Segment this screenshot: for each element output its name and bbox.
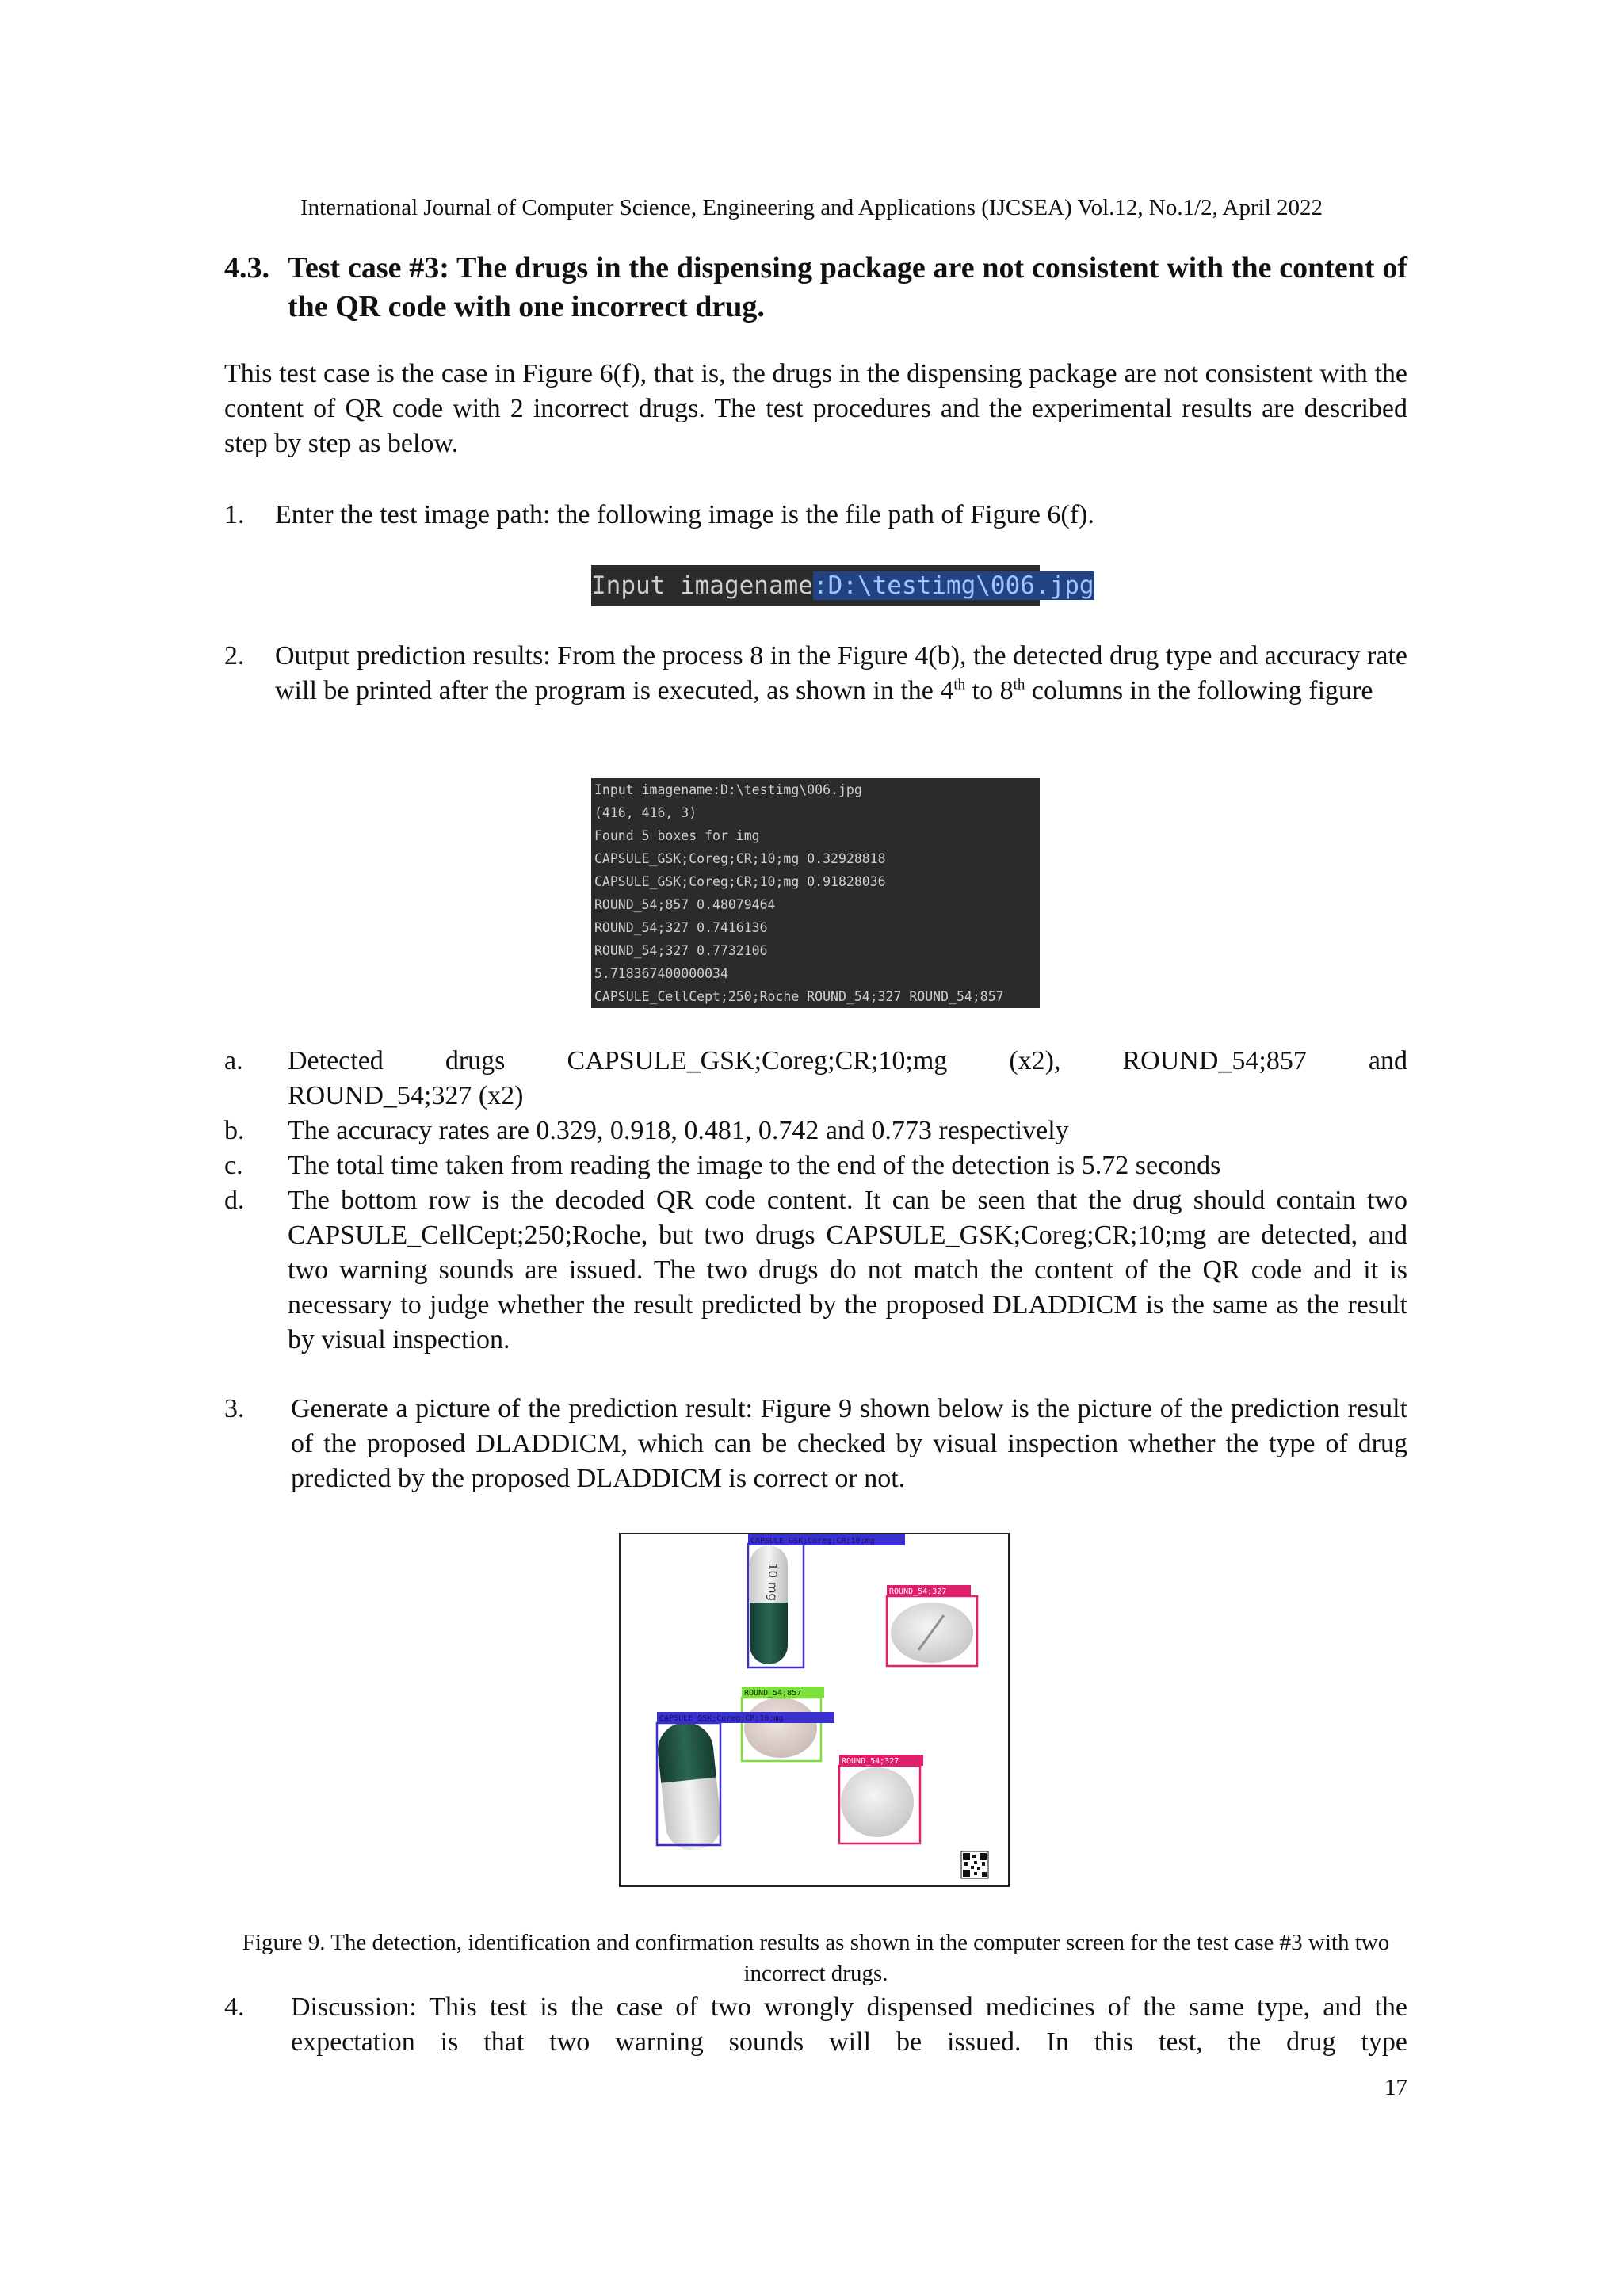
step-3 [224, 1392, 1407, 1496]
list-item-a-line2: ROUND_54;327 (x2) [288, 1081, 524, 1110]
step-4 [224, 1990, 1407, 2060]
list-item-c [224, 1148, 1407, 1183]
step-1-text: Enter the test image path: the following image is the file path of Figure 6(f). [275, 500, 1094, 529]
list-text: The total time taken from reading the image to the end of the detection is 5.72 seconds [288, 1151, 1221, 1180]
terminal-output-screenshot [591, 778, 1040, 1008]
terminal-line: CAPSULE_CellCept;250;Roche ROUND_54;327 ROUND_54;857 [594, 989, 1004, 1004]
tablet-white-bottom [841, 1767, 914, 1837]
capsule-left-cap [655, 1720, 716, 1783]
terminal-line: ROUND_54;327 0.7416136 [594, 920, 768, 935]
terminal-input-prefix: Input imagename [591, 571, 813, 600]
round-327-top-label: ROUND_54;327 [889, 1587, 947, 1596]
step-2-number: 2. [224, 641, 245, 670]
qr-code [961, 1851, 988, 1878]
capsule-top [748, 1534, 905, 1668]
list-item-a [224, 1044, 1407, 1114]
list-label: d. [224, 1186, 245, 1215]
step-1 [224, 498, 1407, 533]
running-header: International Journal of Computer Science, Engineering and Applications (IJCSEA) Vol.12, No.1/2, April 2022 [300, 195, 1323, 220]
figure-9-detection-image [619, 1533, 1010, 1887]
round-327-bottom-label: ROUND_54;327 [842, 1757, 899, 1766]
step-1-number: 1. [224, 500, 245, 529]
list-label: b. [224, 1116, 245, 1145]
list-text: The bottom row is the decoded QR code content. It can be seen that the drug should contain two CAPSULE_CellCept;250;Roche, but two drugs CAPSULE_GSK;Coreg;CR;10;mg are detected, and two warning sounds are issued. The two drugs do not match the content of the QR code and it is necessary to judge whether the result predicted by the proposed DLADDICM is the same as the result by visual inspection. [288, 1186, 1407, 1354]
round-857-label: ROUND_54;857 [744, 1689, 802, 1698]
list-item-b [224, 1114, 1407, 1148]
section-number: 4.3. [224, 251, 269, 285]
step-2-text: Output prediction results: From the process 8 in the Figure 4(b), the detected drug type and accuracy rate will be printed after the program is executed, as shown in the 4th to 8th columns in the following figure [275, 641, 1407, 705]
terminal-line: (416, 416, 3) [594, 805, 697, 820]
list-label: a. [224, 1046, 243, 1075]
round-857 [742, 1687, 824, 1761]
step-3-text: Generate a picture of the prediction result: Figure 9 shown below is the picture of the prediction result of the proposed DLADDICM, which can be checked by visual inspection whether the type of drug predicted by the proposed DLADDICM is correct or not. [291, 1394, 1407, 1493]
capsule-top-cap [750, 1603, 788, 1664]
step-3-number: 3. [224, 1394, 245, 1423]
tablet-pink [744, 1698, 817, 1758]
terminal-line: CAPSULE_GSK;Coreg;CR;10;mg 0.32928818 [594, 851, 886, 866]
figure-9-caption: Figure 9. The detection, identification and confirmation results as shown in the computer screen for the test case #3 with two incorrect drugs. [242, 1930, 1390, 1986]
round-327-top [887, 1585, 977, 1666]
intro-paragraph: This test case is the case in Figure 6(f), that is, the drugs in the dispensing package are not consistent with the content of QR code with 2 incorrect drugs. The test procedures and the experimental results are described step by step as below. [224, 359, 1407, 458]
step-4-number: 4. [224, 1992, 245, 2022]
terminal-line: ROUND_54;327 0.7732106 [594, 943, 768, 958]
pill-imprint: 10 mg [766, 1563, 780, 1601]
round-327-bottom [839, 1755, 923, 1843]
capsule-left-label: CAPSULE_GSK;Coreg;CR;10;mg [659, 1714, 784, 1723]
terminal-input-path: :D:\testimg\006.jpg [812, 571, 1094, 600]
terminal-line: Input imagename:D:\testimg\006.jpg [594, 782, 862, 797]
terminal-line: ROUND_54;857 0.48079464 [594, 897, 776, 912]
terminal-line: Found 5 boxes for img [594, 828, 760, 843]
section-title: Test case #3: The drugs in the dispensing package are not consistent with the content of the QR code with one incorrect drug. [288, 251, 1407, 323]
list-item-d [224, 1183, 1407, 1358]
page-number: 17 [1384, 2075, 1407, 2100]
terminal-line: CAPSULE_GSK;Coreg;CR;10;mg 0.91828036 [594, 874, 886, 889]
list-item-a-line1: Detected drugs CAPSULE_GSK;Coreg;CR;10;mg (x2), ROUND_54;857 and [288, 1046, 1407, 1075]
list-label: c. [224, 1151, 243, 1180]
capsule-top-label: CAPSULE_GSK;Coreg;CR;10;mg [750, 1537, 875, 1545]
terminal-input-screenshot [591, 565, 1094, 606]
detection-result-svg [621, 1534, 1008, 1885]
section-heading [224, 249, 1407, 327]
terminal-line: 5.718367400000034 [594, 966, 728, 981]
step-4-text: Discussion: This test is the case of two wrongly dispensed medicines of the same type, and the expectation is that two warning sounds will be issued. In this test, the drug type [291, 1992, 1407, 2057]
step-2 [224, 639, 1407, 709]
list-text: The accuracy rates are 0.329, 0.918, 0.481, 0.742 and 0.773 respectively [288, 1116, 1069, 1145]
